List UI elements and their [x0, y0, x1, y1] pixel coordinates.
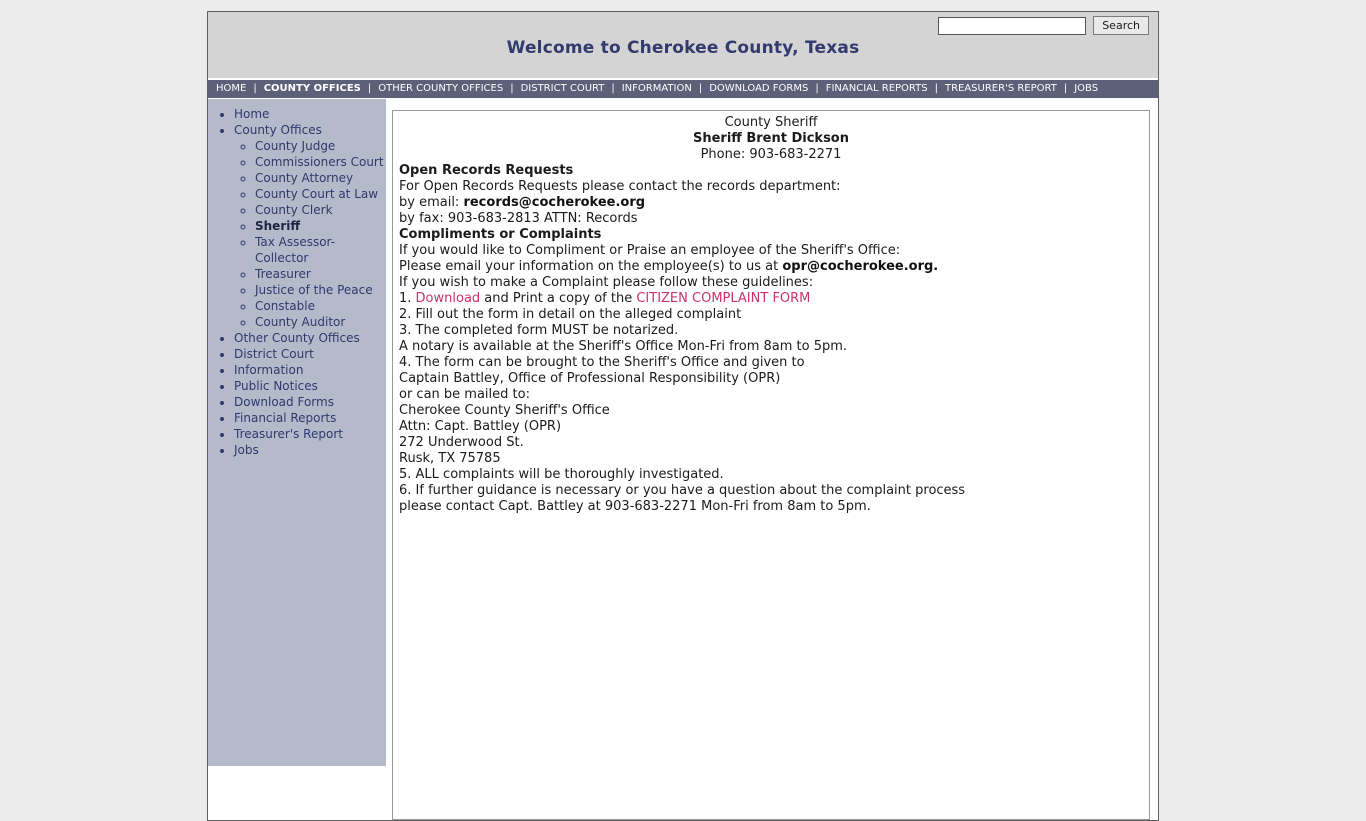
- sidebar-item-county-auditor[interactable]: [255, 314, 386, 330]
- mailing-address-line-4: Rusk, TX 75785: [399, 451, 501, 466]
- sidebar: [208, 99, 386, 766]
- sidebar-item-home[interactable]: [234, 106, 386, 122]
- sidebar-item-label[interactable]: County Clerk: [255, 203, 333, 217]
- sidebar-item-label[interactable]: Treasurer's Report: [234, 427, 343, 441]
- sidebar-item-label[interactable]: County Offices: [234, 123, 322, 137]
- site-container: [207, 11, 1159, 821]
- sidebar-item-treasurers-report[interactable]: [234, 426, 386, 442]
- sidebar-item-financial-reports[interactable]: [234, 410, 386, 426]
- step1-number: 1.: [399, 291, 416, 306]
- sidebar-item-district-court[interactable]: [234, 346, 386, 362]
- records-email: records@cocherokee.org: [463, 195, 646, 210]
- sidebar-item-label[interactable]: Download Forms: [234, 395, 334, 409]
- praise-line-1: If you would like to Compliment or Praise an employee of the Sheriff's Office:: [399, 243, 901, 258]
- sidebar-item-label[interactable]: Tax Assessor-Collector: [255, 235, 336, 265]
- sidebar-item-label[interactable]: Information: [234, 363, 304, 377]
- step1-mid-text: and Print a copy of the: [480, 291, 637, 306]
- sidebar-item-label[interactable]: Jobs: [234, 443, 259, 457]
- sidebar-item-justice-of-the-peace[interactable]: [255, 282, 386, 298]
- search-area: [938, 16, 1149, 35]
- download-link[interactable]: Download: [415, 291, 481, 306]
- search-button[interactable]: Search: [1093, 16, 1149, 35]
- content-page-title: County Sheriff: [724, 115, 818, 130]
- complaint-step-4-line-3: or can be mailed to:: [399, 387, 530, 402]
- open-records-heading: Open Records Requests: [399, 163, 574, 178]
- compliments-heading: Compliments or Complaints: [399, 227, 602, 242]
- sidebar-item-tax-assessor-collector[interactable]: [255, 234, 386, 266]
- nav-separator: |: [253, 83, 257, 94]
- sidebar-item-download-forms[interactable]: [234, 394, 386, 410]
- sidebar-item-label[interactable]: Other County Offices: [234, 331, 360, 345]
- sidebar-item-county-court-at-law[interactable]: [255, 186, 386, 202]
- complaint-step-2: 2. Fill out the form in detail on the alleged complaint: [399, 307, 742, 322]
- complaint-step-4-line-2: Captain Battley, Office of Professional Responsibility (OPR): [399, 371, 781, 386]
- nav-separator: |: [611, 83, 615, 94]
- sidebar-item-label[interactable]: Financial Reports: [234, 411, 337, 425]
- page-title: Welcome to Cherokee County, Texas: [506, 38, 860, 58]
- sidebar-item-label[interactable]: Sheriff: [255, 219, 301, 233]
- complaint-step-3-line-1: 3. The completed form MUST be notarized.: [399, 323, 679, 338]
- nav-item-home[interactable]: HOME: [216, 83, 247, 94]
- sidebar-list: [208, 106, 386, 458]
- nav-separator: |: [934, 83, 938, 94]
- sidebar-item-label[interactable]: Treasurer: [255, 267, 311, 281]
- sidebar-item-label[interactable]: Home: [234, 107, 270, 121]
- sidebar-item-other-county-offices[interactable]: [234, 330, 386, 346]
- nav-item-financial-reports[interactable]: FINANCIAL REPORTS: [825, 83, 928, 94]
- complaint-step-5: 5. ALL complaints will be thoroughly investigated.: [399, 467, 724, 482]
- nav-item-county-offices[interactable]: COUNTY OFFICES: [263, 83, 361, 94]
- sidebar-item-label[interactable]: Commissioners Court: [255, 155, 384, 169]
- praise-line-2-text: Please email your information on the employee(s) to us at: [399, 259, 783, 274]
- sidebar-item-label[interactable]: Constable: [255, 299, 315, 313]
- open-records-email-line: [399, 195, 1143, 211]
- mailing-address-line-2: Attn: Capt. Battley (OPR): [399, 419, 562, 434]
- mailing-address-line-3: 272 Underwood St.: [399, 435, 524, 450]
- complaint-step-1: [399, 291, 1143, 307]
- mailing-address-line-1: Cherokee County Sheriff's Office: [399, 403, 610, 418]
- complaint-step-4-line-1: 4. The form can be brought to the Sheriff's Office and given to: [399, 355, 805, 370]
- sidebar-item-jobs[interactable]: [234, 442, 386, 458]
- sidebar-item-commissioners-court[interactable]: [255, 154, 386, 170]
- complaint-step-6-line-2: please contact Capt. Battley at 903-683-2271 Mon-Fri from 8am to 5pm.: [399, 499, 871, 514]
- sidebar-item-label[interactable]: Public Notices: [234, 379, 318, 393]
- content-box: [392, 110, 1150, 820]
- sidebar-item-constable[interactable]: [255, 298, 386, 314]
- sidebar-item-treasurer[interactable]: [255, 266, 386, 282]
- nav-separator: |: [1063, 83, 1068, 94]
- sheriff-phone: Phone: 903-683-2271: [700, 147, 842, 162]
- citizen-complaint-form-link[interactable]: CITIZEN COMPLAINT FORM: [636, 291, 811, 306]
- site-header: [208, 12, 1158, 78]
- nav-separator: |: [367, 83, 372, 94]
- nav-item-download-forms[interactable]: DOWNLOAD FORMS: [709, 83, 809, 94]
- sidebar-item-label[interactable]: District Court: [234, 347, 314, 361]
- praise-line-2: [399, 259, 1143, 275]
- complaint-step-3-line-2: A notary is available at the Sheriff's Office Mon-Fri from 8am to 5pm.: [399, 339, 848, 354]
- nav-item-information[interactable]: INFORMATION: [621, 83, 692, 94]
- open-records-fax-line: by fax: 903-683-2813 ATTN: Records: [399, 211, 638, 226]
- open-records-intro: For Open Records Requests please contact the records department:: [399, 179, 841, 194]
- sidebar-item-label[interactable]: County Attorney: [255, 171, 354, 185]
- nav-separator: |: [698, 83, 703, 94]
- sidebar-item-label[interactable]: Justice of the Peace: [255, 283, 373, 297]
- sidebar-item-label[interactable]: County Auditor: [255, 315, 346, 329]
- nav-item-treasurers-report[interactable]: TREASURER'S REPORT: [944, 83, 1057, 94]
- opr-email: opr@cocherokee.org.: [782, 259, 939, 274]
- sidebar-item-sheriff-current[interactable]: [255, 218, 386, 234]
- sidebar-item-county-attorney[interactable]: [255, 170, 386, 186]
- nav-item-district-court[interactable]: DISTRICT COURT: [520, 83, 605, 94]
- main-navbar: [208, 78, 1158, 99]
- email-label: by email:: [399, 195, 464, 210]
- sidebar-item-county-offices[interactable]: [234, 122, 386, 330]
- nav-item-other-county-offices[interactable]: OTHER COUNTY OFFICES: [378, 83, 504, 94]
- sidebar-item-information[interactable]: [234, 362, 386, 378]
- sidebar-item-county-clerk[interactable]: [255, 202, 386, 218]
- sheriff-name: Sheriff Brent Dickson: [692, 131, 849, 146]
- nav-separator: |: [510, 83, 514, 94]
- sidebar-item-label[interactable]: County Court at Law: [255, 187, 379, 201]
- sidebar-sublist-county-offices: [234, 138, 386, 330]
- search-input[interactable]: [938, 17, 1086, 35]
- complaint-intro: If you wish to make a Complaint please follow these guidelines:: [399, 275, 814, 290]
- nav-separator: |: [815, 83, 819, 94]
- complaint-step-6-line-1: 6. If further guidance is necessary or you have a question about the complaint process: [399, 483, 966, 498]
- nav-item-jobs[interactable]: JOBS: [1074, 83, 1099, 94]
- sidebar-item-public-notices[interactable]: [234, 378, 386, 394]
- sidebar-item-label[interactable]: County Judge: [255, 139, 336, 153]
- main-area: [208, 99, 1158, 820]
- sidebar-item-county-judge[interactable]: [255, 138, 386, 154]
